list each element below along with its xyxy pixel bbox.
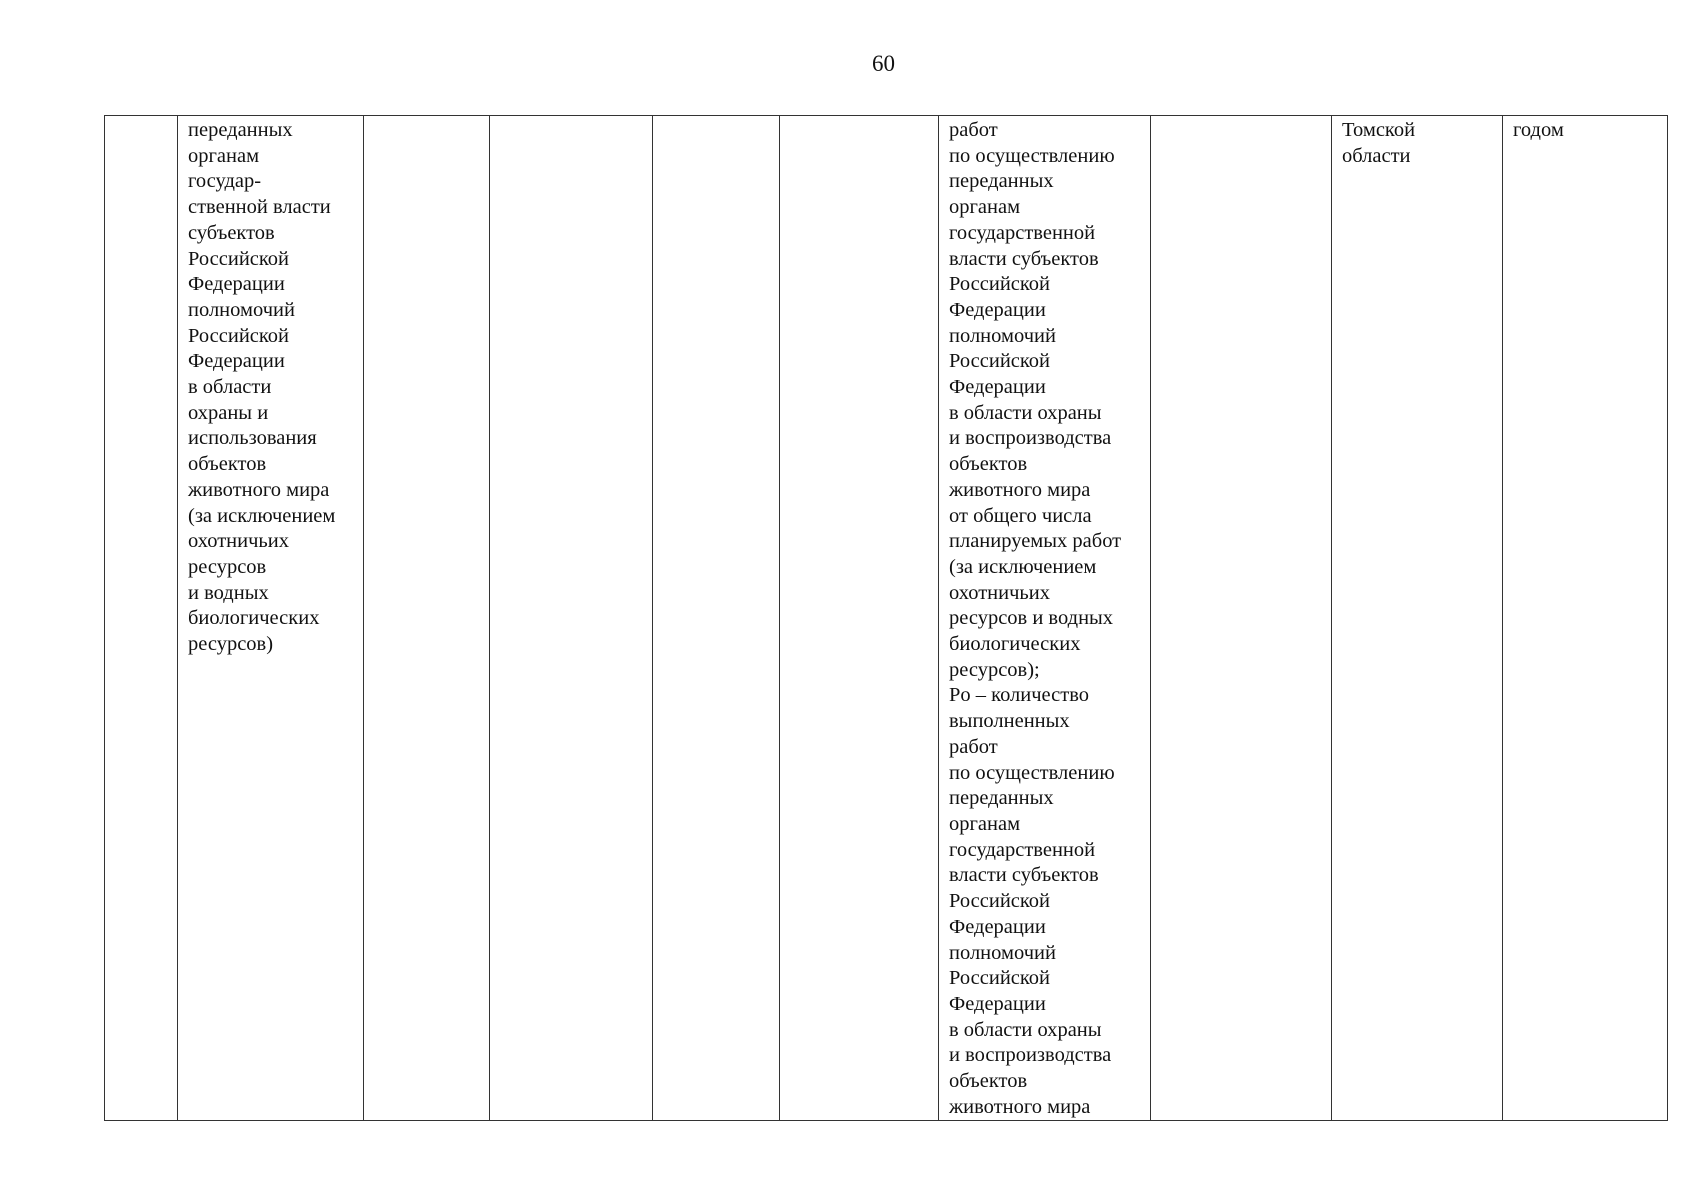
- data-table: [104, 115, 1668, 1121]
- cell-text: переданных органам государ- ственной власти субъектов Российской Федерации полномочий Российской Федерации в области охраны и использования объектов животного мира (за исключением охотничьих ресурсов и водных биологических ресурсов): [188, 119, 336, 656]
- cell-text: Томской области: [1342, 119, 1416, 167]
- table-cell: [1151, 116, 1332, 1121]
- table-cell: [780, 116, 939, 1121]
- table-cell: [364, 116, 490, 1121]
- table-cell: [939, 116, 1151, 1121]
- table-cell: [653, 116, 780, 1121]
- table-row: [105, 116, 1668, 1121]
- table-cell: [1332, 116, 1503, 1121]
- table-cell: [105, 116, 178, 1121]
- page-number: 60: [872, 51, 895, 76]
- table-cell: [178, 116, 364, 1121]
- cell-text: работ по осуществлению переданных органам государственной власти субъектов Российской Федерации полномочий Российской Федерации в области охраны и воспроизводства объектов животного мира от общего числа планируемых работ (за исключением охотничьих ресурсов и водных биологических ресурсов); Po – количество выполненных работ по осуществлению переданных органам государственной власти субъектов Российской Федерации полномочий Российской Федерации в области охраны и воспроизводства объектов животного мира: [949, 119, 1122, 1118]
- cell-text: годом: [1513, 119, 1564, 141]
- table-cell: [1503, 116, 1668, 1121]
- table-cell: [490, 116, 653, 1121]
